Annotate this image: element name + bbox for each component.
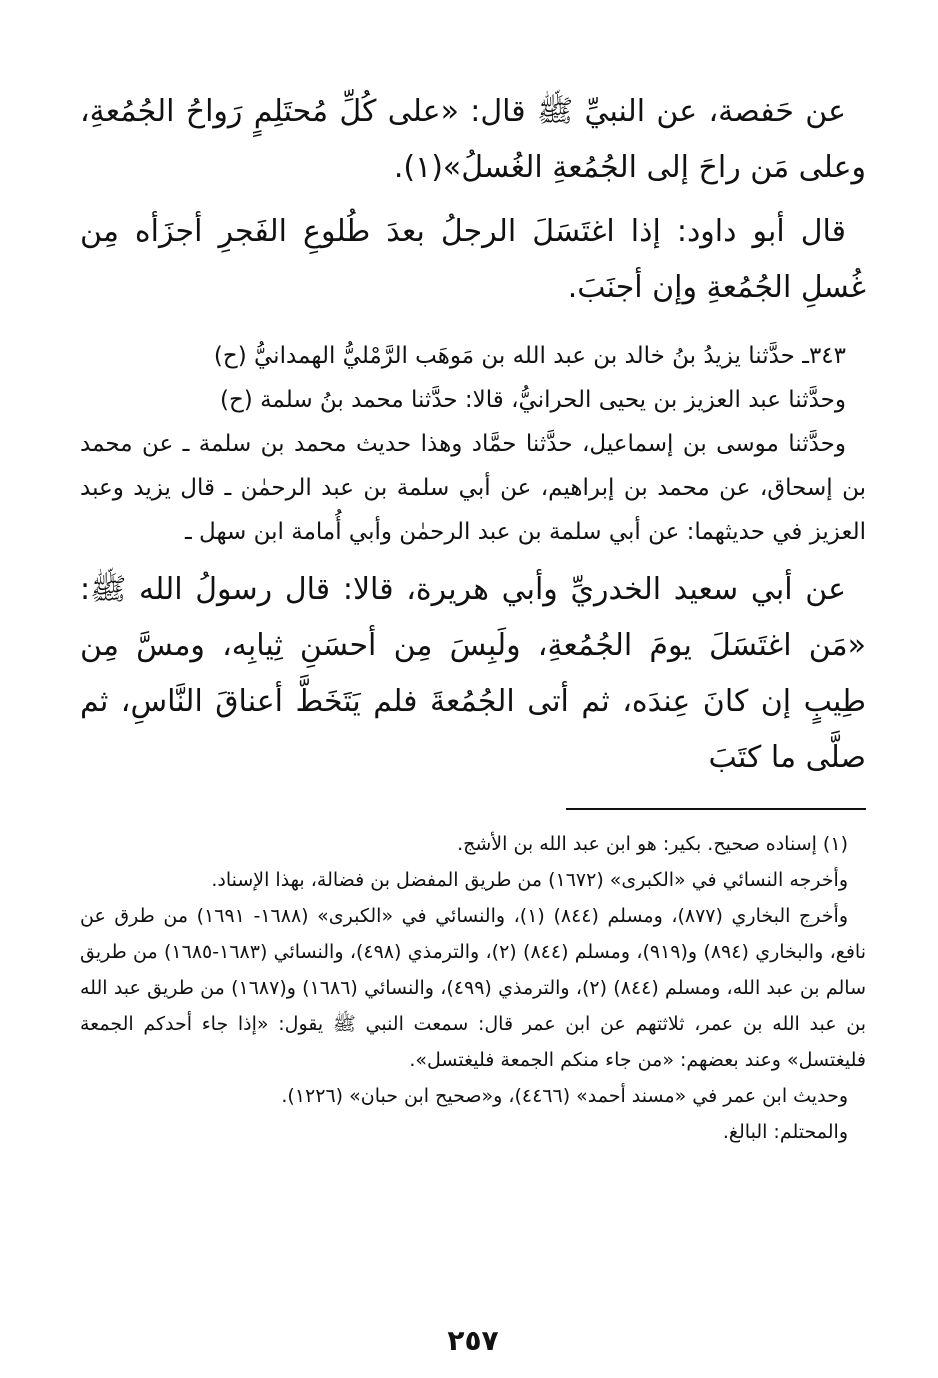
footnote-3: وأخرج البخاري (٨٧٧)، ومسلم (٨٤٤) (١)، والنسائي في «الكبرى» (١٦٨٨- ١٦٩١) من طرق عن نافع، والبخاري (٨٩٤) و(٩١٩)، ومسلم (٨٤٤) (٢)، والترمذي (٤٩٨)، والنسائي (١٦٨٣-١٦٨٥) من طريق سالم بن عبد الله، ومسلم (٨٤٤) (٢)، والترمذي (٤٩٩)، والنسائي (١٦٨٦) و(١٦٨٧) من طريق عبد الله بن عبد الله بن عمر، ثلاثتهم عن ابن عمر قال: سمعت النبي ﷺ يقول: «إذا جاء أحدكم الجمعة فليغتسل» وعند بعضهم: «من جاء منكم الجمعة فليغتسل». xyxy=(80,905,866,1071)
hadith-text-continued xyxy=(80,84,866,196)
main-text xyxy=(80,84,866,316)
footnote-4: وحديث ابن عمر في «مسند أحمد» (٤٤٦٦)، و«صحيح ابن حبان» (١٢٢٦). xyxy=(281,1085,848,1107)
isnad-line-2: وحدَّثنا عبد العزيز بن يحيى الحرانيُّ، قالا: حدَّثنا محمد بنُ سلمة (ح) xyxy=(219,387,846,413)
hadith-343-text: عن أبي سعيد الخدريِّ وأبي هريرة، قالا: قال رسولُ الله ﷺ: «مَن اغتَسَلَ يومَ الجُمُعةِ، ولَبِسَ مِن أحسَنِ ثِيابِه، ومسَّ مِن طِيبٍ إن كانَ عِندَه، ثم أتى الجُمُعةَ فلم يَتَخَطَّ أعناقَ النَّاسِ، ثم صلَّى ما كتَبَ xyxy=(80,572,866,775)
footnote-divider xyxy=(566,808,866,810)
page-number: ٢٥٧ xyxy=(447,1324,499,1357)
footnotes xyxy=(80,826,866,1150)
isnad-line-3: وحدَّثنا موسى بن إسماعيل، حدَّثنا حمَّاد وهذا حديث محمد بن سلمة ـ عن محمد بن إسحاق، عن محمد بن إبراهيم، عن أبي سلمة بن عبد الرحمٰن ـ قال يزيد وعبد العزيز في حديثهما: عن أبي سلمة بن عبد الرحمٰن وأبي أُمامة ابن سهل ـ xyxy=(80,431,866,545)
isnad-block xyxy=(80,334,866,554)
hadith-line-1: عن حَفصة، عن النبيِّ ﷺ قال: «على كُلِّ مُحتَلِمٍ رَواحُ الجُمُعةِ، xyxy=(80,94,846,129)
isnad-line-1: ٣٤٣ـ حدَّثنا يزيدُ بنُ خالد بن عبد الله بن مَوهَب الرَّمْليُّ الهمدانيُّ (ح) xyxy=(213,343,846,369)
book-page xyxy=(80,84,866,1357)
abu-dawud-comment: قال أبو داود: إذا اغتَسَلَ الرجلُ بعدَ طُلوعِ الفَجرِ أجزَأه مِن غُسلِ الجُمُعةِ وإن أجنَبَ. xyxy=(80,214,866,305)
hadith-matn xyxy=(80,562,866,786)
footnote-5: والمحتلم: البالغ. xyxy=(722,1121,848,1143)
footnote-1: (١) إسناده صحيح. بكير: هو ابن عبد الله بن الأشج. xyxy=(457,833,848,855)
footnote-2: وأخرجه النسائي في «الكبرى» (١٦٧٢) من طريق المفضل بن فضالة، بهذا الإسناد. xyxy=(211,869,848,891)
hadith-line-2: وعلى مَن راحَ إلى الجُمُعةِ الغُسلُ»(١). xyxy=(393,150,866,185)
